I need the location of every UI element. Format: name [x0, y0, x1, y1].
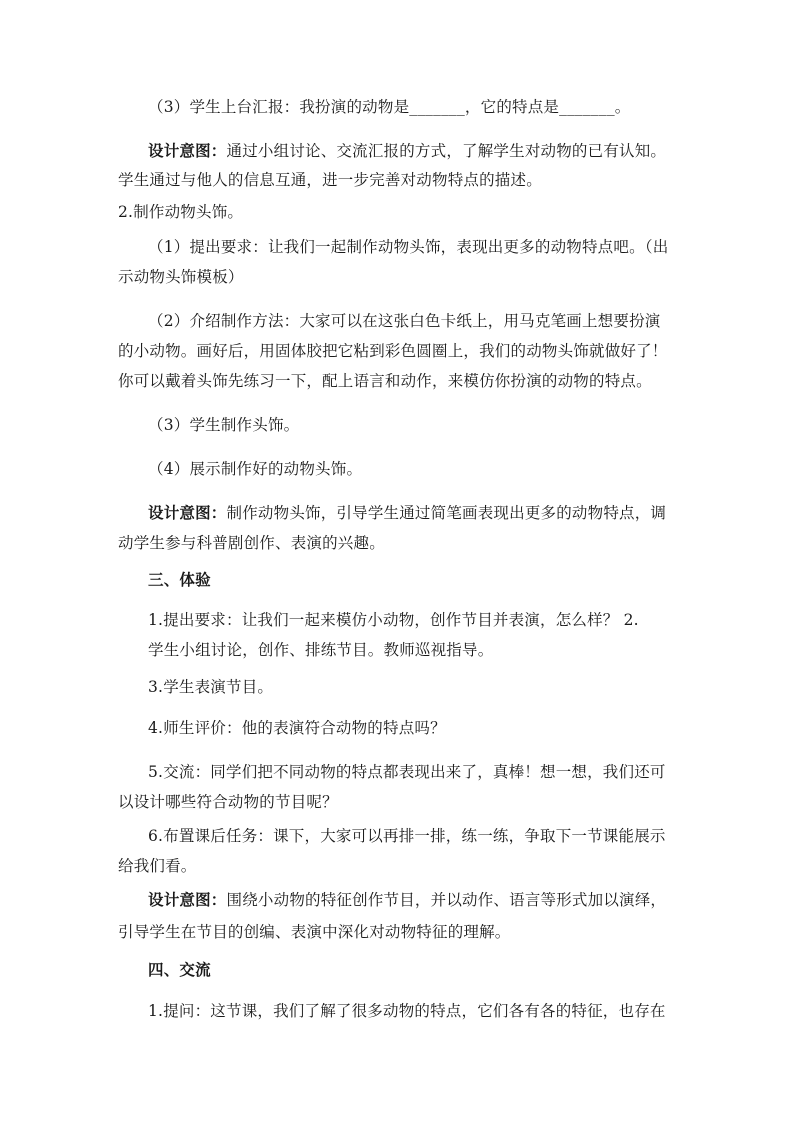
text-line-9: 你可以戴着头饰先练习一下，配上语言和动作，来模仿你扮演的动物的特点。: [118, 372, 652, 390]
design-intent-text: 通过小组讨论、交流汇报的方式，了解学生对动物的已有认知。: [226, 142, 667, 160]
text-line-26: 1.提问：这节课，我们了解了很多动物的特点，它们各有各的特征，也存在: [148, 1002, 666, 1020]
design-intent-text: 制作动物头饰，引导学生通过简笔画表现出更多的动物特点，调: [226, 504, 667, 522]
text-line-15: 1.提出要求：让我们一起来模仿小动物，创作节目并表演，怎么样？ 2.: [148, 611, 639, 629]
text-line-16: 学生小组讨论，创作、排练节目。教师巡视指导。: [148, 641, 494, 659]
text-line-19: 5.交流：同学们把不同动物的特点都表现出来了，真棒！想一想，我们还可: [148, 763, 666, 781]
section-heading-communication: 四、交流: [148, 960, 211, 979]
text-line-22: 给我们看。: [118, 857, 197, 875]
design-intent-1-line-1: [148, 141, 666, 161]
step-2-heading: 2.制作动物头饰。: [118, 203, 244, 221]
text-line-7: （2）介绍制作方法：大家可以在这张白色卡纸上，用马克笔画上想要扮演: [148, 312, 661, 330]
text-line-20: 以设计哪些符合动物的节目呢？: [118, 793, 338, 811]
text-line-10: （3）学生制作头饰。: [148, 416, 300, 434]
design-intent-label: 设计意图：: [148, 890, 227, 909]
text-line-1: （3）学生上台汇报：我扮演的动物是_______，它的特点是_______。: [148, 98, 631, 116]
text-line-8: 的小动物。画好后，用固体胶把它粘到彩色圆圈上，我们的动物头饰就做好了！: [118, 342, 668, 360]
section-heading-experience: 三、体验: [148, 570, 211, 589]
design-intent-label: 设计意图：: [148, 503, 227, 522]
text-line-6: 示动物头饰模板）: [118, 268, 244, 286]
text-line-11: （4）展示制作好的动物头饰。: [148, 460, 363, 478]
design-intent-1-line-2: 学生通过与他人的信息互通，进一步完善对动物特点的描述。: [118, 171, 542, 189]
design-intent-3-line-2: 引导学生在节目的创编、表演中深化对动物特征的理解。: [118, 923, 511, 941]
design-intent-label: 设计意图：: [148, 141, 227, 160]
design-intent-2-line-2: 动学生参与科普剧创作、表演的兴趣。: [118, 534, 385, 552]
text-line-5: （1）提出要求：让我们一起制作动物头饰，表现出更多的动物特点吧。（出: [148, 238, 669, 256]
design-intent-2-line-1: [148, 503, 666, 523]
text-line-21: 6.布置课后任务：课下，大家可以再排一排，练一练，争取下一节课能展示: [148, 827, 666, 845]
design-intent-text: 围绕小动物的特征创作节目，并以动作、语言等形式加以演绎，: [226, 891, 667, 909]
text-line-17: 3.学生表演节目。: [148, 678, 274, 696]
design-intent-3-line-1: [148, 890, 666, 910]
text-line-18: 4.师生评价：他的表演符合动物的特点吗？: [148, 719, 446, 737]
